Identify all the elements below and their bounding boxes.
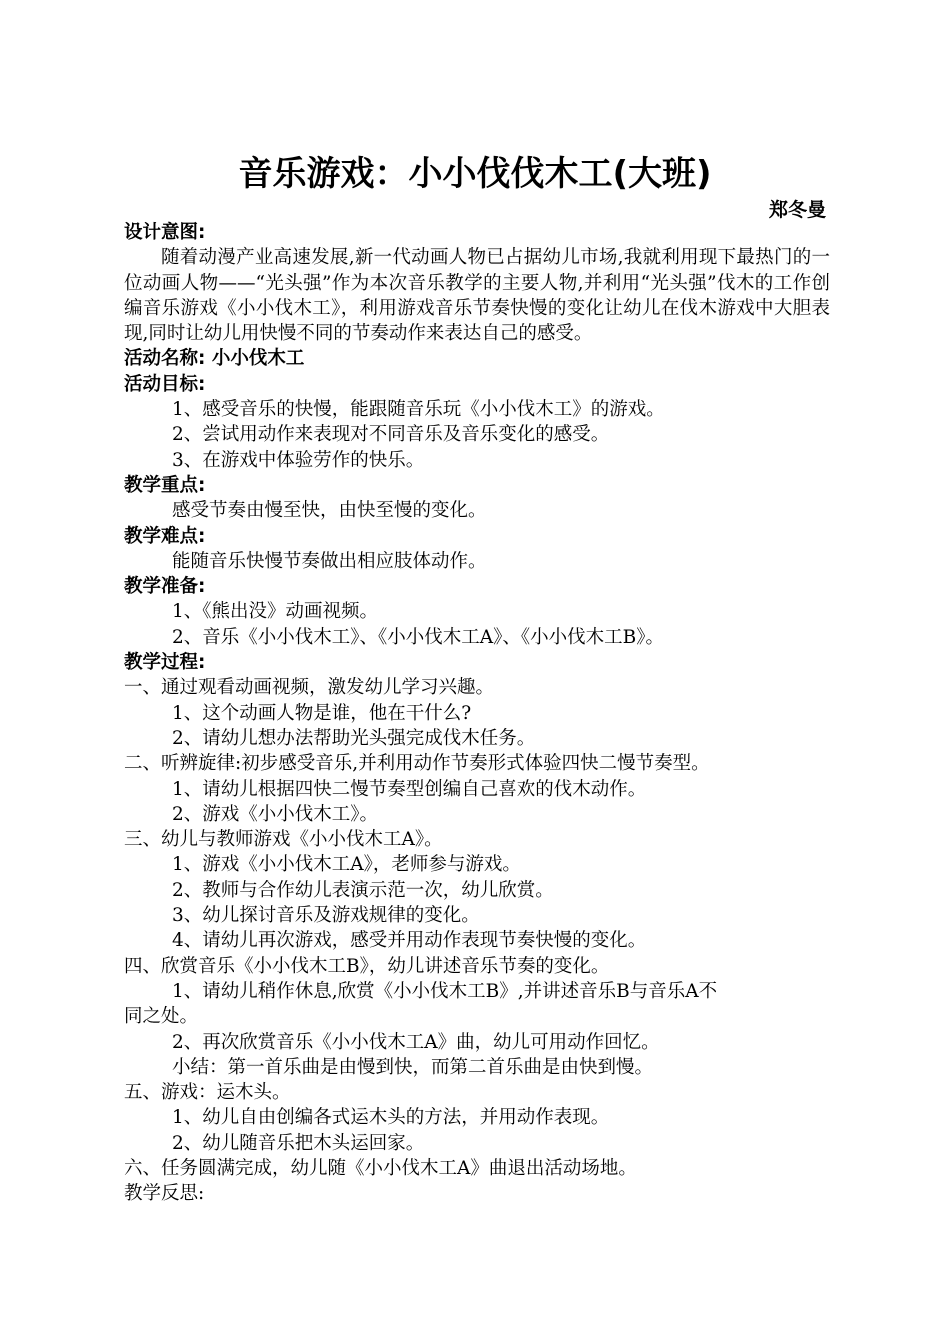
goals-heading: 活动目标: (124, 373, 206, 395)
process-section-title: 三、幼儿与教师游戏《小小伐木工A》。 (124, 829, 443, 851)
design-intent-heading: 设计意图: (124, 222, 206, 243)
process-step: 2、请幼儿想办法帮助光头强完成伐木任务。 (172, 727, 536, 749)
process-heading: 教学过程: (124, 652, 206, 674)
process-step: 1、请幼儿稍作休息,欣赏《小小伐木工B》,并讲述音乐B与音乐A不 (172, 980, 718, 1002)
design-intent-paragraph: 随着动漫产业高速发展,新一代动画人物已占据幼儿市场,我就利用现下最热门的一位动画人物——“光头强”作为本次音乐教学的主要人物,并利用“光头强”伐木的工作创编音乐游戏《小小伐木工》，利用游戏音乐节奏快慢的变化让幼儿在伐木游戏中大胆表现,同时让幼儿用快慢不同的节奏动作来表达自己的感受。 (124, 247, 830, 345)
activity-name-value: 小小伐木工 (211, 348, 305, 370)
process-step: 2、游戏《小小伐木工》。 (172, 803, 379, 825)
process-step: 2、教师与合作幼儿表演示范一次，幼儿欣赏。 (172, 879, 554, 901)
activity-name-heading: 活动名称: (124, 348, 206, 370)
preparation-item: 1、《熊出没》动画视频。 (172, 601, 379, 623)
process-step: 1、游戏《小小伐木工A》，老师参与游戏。 (172, 854, 521, 876)
goal-item: 1、感受音乐的快慢，能跟随音乐玩《小小伐木工》的游戏。 (172, 399, 665, 421)
process-section-title: 五、游戏：运木头。 (124, 1082, 291, 1104)
reflection-label: 教学反思: (124, 1183, 205, 1205)
key-point-text: 感受节奏由慢至快，由快至慢的变化。 (172, 500, 487, 522)
process-summary: 小结：第一首乐曲是由慢到快，而第二首乐曲是由快到慢。 (172, 1056, 654, 1078)
preparation-item: 2、音乐《小小伐木工》、《小小伐木工A》、《小小伐木工B》。 (172, 626, 664, 648)
process-step: 2、再次欣赏音乐《小小伐木工A》曲，幼儿可用动作回忆。 (172, 1031, 660, 1053)
process-section-title: 四、欣赏音乐《小小伐木工B》，幼儿讲述音乐节奏的变化。 (124, 955, 610, 977)
process-section-title: 六、任务圆满完成，幼儿随《小小伐木工A》曲退出活动场地。 (124, 1157, 637, 1179)
process-step: 4、请幼儿再次游戏，感受并用动作表现节奏快慢的变化。 (172, 930, 647, 952)
difficulty-heading: 教学难点: (124, 525, 206, 547)
goal-item: 2、尝试用动作来表现对不同音乐及音乐变化的感受。 (172, 424, 610, 446)
goal-item: 3、在游戏中体验劳作的快乐。 (172, 449, 425, 471)
process-step: 1、这个动画人物是谁，他在干什么? (172, 702, 472, 724)
process-step: 3、幼儿探讨音乐及游戏规律的变化。 (172, 905, 480, 927)
process-step: 1、请幼儿根据四快二慢节奏型创编自己喜欢的伐木动作。 (172, 778, 647, 800)
process-step: 2、幼儿随音乐把木头运回家。 (172, 1132, 425, 1154)
difficulty-text: 能随音乐快慢节奏做出相应肢体动作。 (172, 550, 487, 572)
key-point-heading: 教学重点: (124, 474, 206, 496)
process-section-title: 一、通过观看动画视频，激发幼儿学习兴趣。 (124, 677, 495, 699)
document-title: 音乐游戏：小小伐伐木工(大班) (238, 154, 712, 194)
author-name: 郑冬曼 (768, 199, 826, 221)
document-body (124, 220, 830, 1207)
preparation-heading: 教学准备: (124, 576, 206, 598)
process-step: 1、幼儿自由创编各式运木头的方法，并用动作表现。 (172, 1107, 610, 1129)
activity-name-line (124, 346, 830, 371)
process-section-title: 二、听辨旋律:初步感受音乐,并利用动作节奏形式体验四快二慢节奏型。 (124, 753, 710, 775)
process-step-continuation: 同之处。 (124, 1006, 199, 1028)
